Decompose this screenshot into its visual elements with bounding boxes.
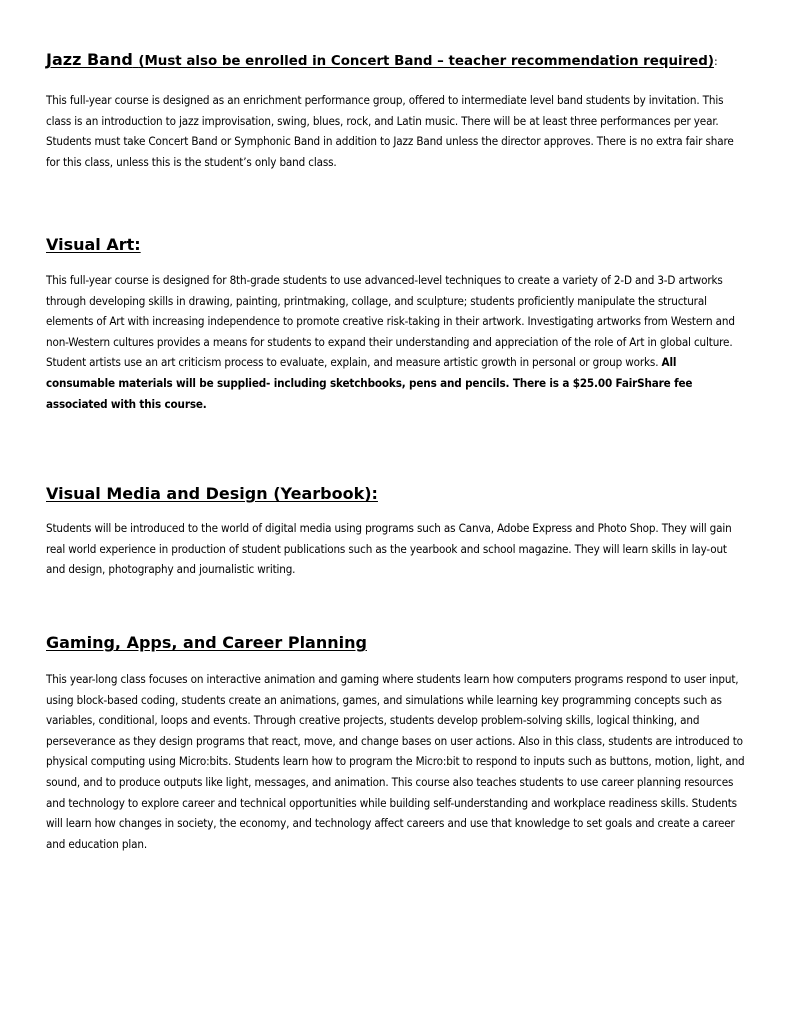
section-body: This full-year course is designed as an enrichment performance group, offered to intermediate level band students by invitation. This class is an introduction to jazz improvisation, swing, blues, rock, and Latin music. There will be at least three performances per year. Students must take Concert Band or Symphonic Band in addition to Jazz Band unless the director approves. There is no extra fair share for this class, unless this is the student’s only band class. <box>46 93 734 169</box>
section-jazz-band <box>46 50 746 172</box>
section-gaming-apps-career <box>46 633 746 854</box>
section-title: Jazz Band <box>46 50 133 69</box>
section-title: Visual Media and Design (Yearbook): <box>46 484 378 503</box>
section-heading <box>46 50 746 72</box>
section-heading <box>46 235 746 255</box>
section-title-note: (Must also be enrolled in Concert Band – teacher recommendation required) <box>138 54 714 69</box>
section-heading <box>46 484 746 504</box>
section-body: This year-long class focuses on interactive animation and gaming where students learn how computers programs respond to user input, using block-based coding, students create an animations, games, and simulations while learning key programming concepts such as variables, conditional, loops and events. Through creative projects, students develop problem-solving skills, logical thinking, and perseverance as they design programs that react, move, and change bases on user actions. Also in this class, students are introduced to physical computing using Micro:bits. Students learn how to program the Micro:bit to respond to inputs such as buttons, motion, light, and sound, and to produce outputs like light, messages, and animation. This course also teaches students to use career planning resources and technology to explore career and technical opportunities while building self-understanding and workplace readiness skills. Students will learn how changes in society, the economy, and technology affect careers and use that knowledge to set goals and create a career and education plan. <box>46 672 745 851</box>
section-body-bold-text: All consumable materials will be supplied- including sketchbooks, pens and pencils. There is a $25.00 FairShare fee associated with this course. <box>46 355 693 411</box>
section-body: Students will be introduced to the world of digital media using programs such as Canva, Adobe Express and Photo Shop. They will gain real world experience in production of student publications such as the yearbook and school magazine. They will learn skills in lay-out and design, photography and journalistic writing. <box>46 521 732 577</box>
section-visual-media-design <box>46 484 746 580</box>
section-body-text: This full-year course is designed for 8th-grade students to use advanced-level techniques to create a variety of 2-D and 3-D artworks through developing skills in drawing, painting, printmaking, collage, and sculpture; students proficiently manipulate the structural elements of Art with increasing independence to promote creative risk-taking in their artwork. Investigating artworks from Western and non-Western cultures provides a means for students to expand their understanding and appreciation of the role of Art in global culture. Student artists use an art criticism process to evaluate, explain, and measure artistic growth in personal or group works. <box>46 273 735 370</box>
section-title: Visual Art: <box>46 235 141 254</box>
section-heading <box>46 633 746 653</box>
section-visual-art <box>46 235 746 414</box>
section-body <box>46 270 746 414</box>
section-title-suffix: : <box>713 55 718 68</box>
section-title: Gaming, Apps, and Career Planning <box>46 633 367 652</box>
